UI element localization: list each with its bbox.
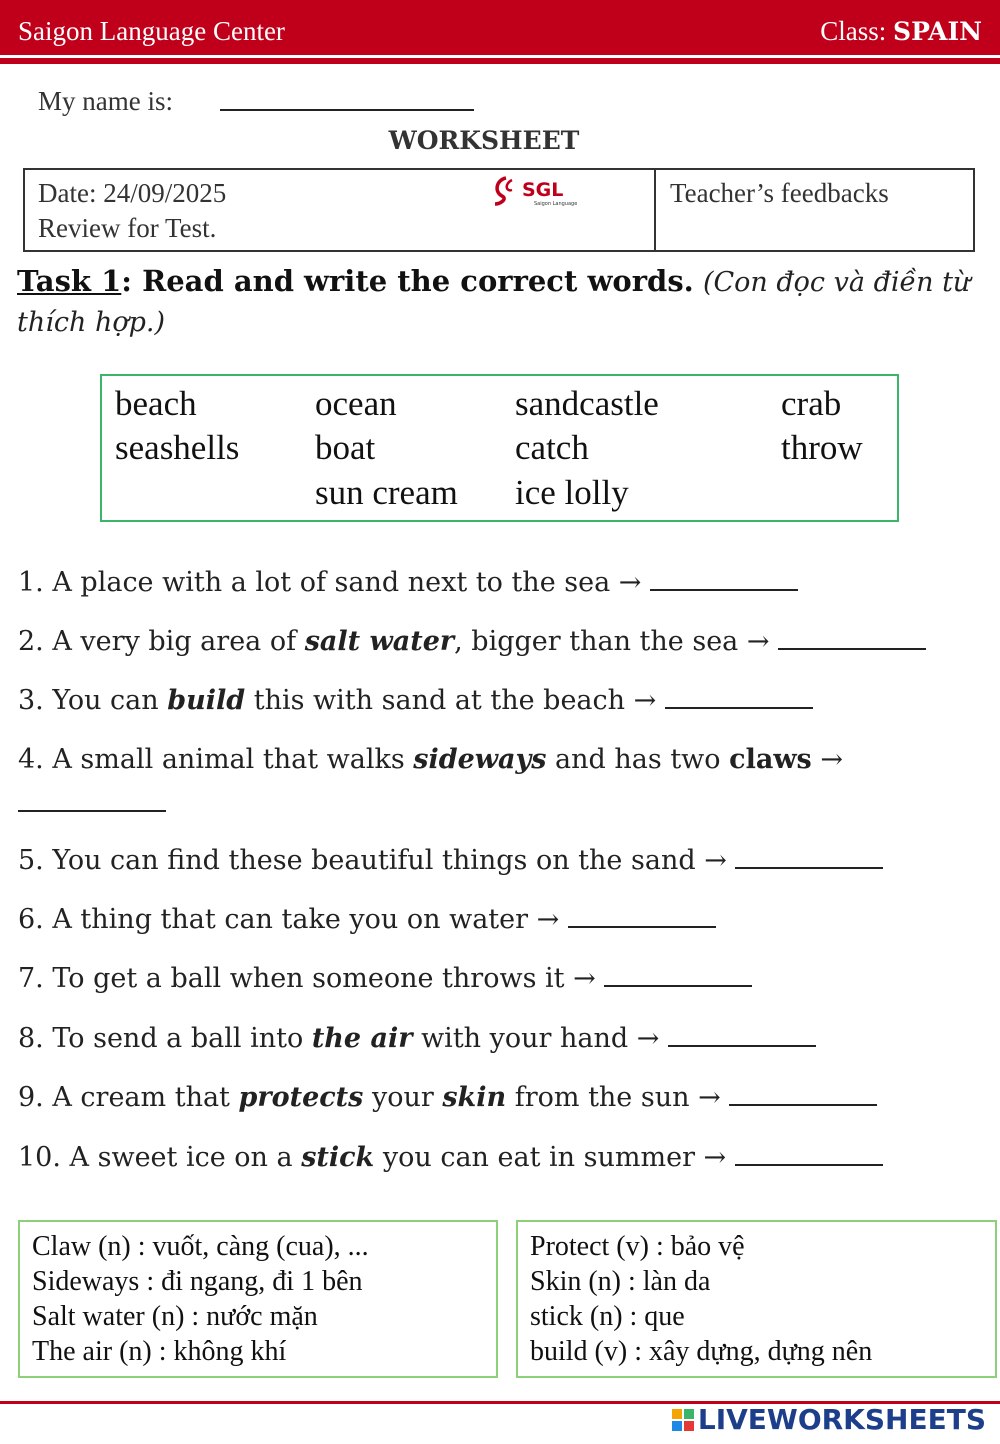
date-text: Date: 24/09/2025: [38, 178, 227, 208]
answer-blank[interactable]: [604, 985, 752, 987]
name-input-line[interactable]: [220, 109, 474, 111]
word-bank-item: sun cream: [315, 473, 458, 512]
answer-blank[interactable]: [668, 1045, 816, 1047]
logo-subtext: Saigon Language: [534, 201, 578, 207]
question-8: 8. To send a ball into the air with your hand →: [18, 1023, 816, 1054]
answer-blank[interactable]: [568, 926, 716, 928]
question-7: 7. To get a ball when someone throws it →: [18, 963, 752, 994]
logo-text: SGL: [522, 179, 564, 201]
word-bank-item: catch: [515, 428, 589, 467]
word-bank-item: ice lolly: [515, 473, 629, 512]
word-bank-item: crab: [781, 384, 842, 423]
word-bank-item: ocean: [315, 384, 397, 423]
answer-blank[interactable]: [778, 648, 926, 650]
answer-blank[interactable]: [665, 707, 813, 709]
glossary-item: stick (n) : que: [530, 1301, 685, 1332]
center-name: Saigon Language Center: [18, 16, 285, 46]
question-2: 2. A very big area of salt water, bigger than the sea →: [18, 626, 926, 657]
question-4-blank-line: [18, 788, 166, 819]
word-bank-item: beach: [115, 384, 197, 423]
teacher-feedback-label: Teacher’s feedbacks: [670, 178, 889, 208]
liveworksheets-text: LIVEWORKSHEETS: [697, 1403, 986, 1436]
info-box-divider: [654, 168, 656, 252]
header-underline: [0, 58, 1000, 64]
glossary-item: Sideways : đi ngang, đi 1 bên: [32, 1266, 363, 1297]
glossary-item: Claw (n) : vuốt, càng (cua), ...: [32, 1231, 369, 1262]
glossary-item: build (v) : xây dựng, dựng nên: [530, 1336, 873, 1367]
class-info: [820, 16, 982, 47]
liveworksheets-brand[interactable]: [672, 1403, 986, 1436]
answer-blank[interactable]: [729, 1104, 877, 1106]
task-label: Task 1: [17, 264, 122, 298]
task-translation: (Con đọc và điền từ thích hợp.): [17, 267, 971, 338]
class-value: SPAIN: [893, 17, 982, 46]
review-text: Review for Test.: [38, 213, 217, 243]
word-bank-item: throw: [781, 428, 863, 467]
sgl-logo-icon: [492, 174, 592, 208]
glossary-item: Protect (v) : bảo vệ: [530, 1231, 745, 1262]
liveworksheets-logo-icon: [672, 1409, 694, 1431]
worksheet-title: WORKSHEET: [388, 126, 580, 155]
question-4: 4. A small animal that walks sideways and has two claws →: [18, 744, 843, 775]
glossary-item: Salt water (n) : nước mặn: [32, 1301, 318, 1332]
answer-blank[interactable]: [735, 1164, 883, 1166]
question-1: 1. A place with a lot of sand next to the sea →: [18, 567, 798, 598]
word-bank-item: boat: [315, 428, 376, 467]
task-instruction: : Read and write the correct words.: [121, 264, 694, 298]
name-label: My name is:: [38, 86, 173, 116]
question-3: 3. You can build this with sand at the beach →: [18, 685, 813, 716]
question-10: 10. A sweet ice on a stick you can eat in summer →: [18, 1142, 883, 1173]
question-5: 5. You can find these beautiful things on the sand →: [18, 845, 883, 876]
word-bank-item: seashells: [115, 428, 240, 467]
glossary-item: Skin (n) : làn da: [530, 1266, 711, 1297]
answer-blank[interactable]: [18, 810, 166, 812]
glossary-item: The air (n) : không khí: [32, 1336, 287, 1367]
answer-blank[interactable]: [650, 589, 798, 591]
question-9: 9. A cream that protects your skin from the sun →: [18, 1082, 877, 1113]
class-label: Class:: [820, 16, 887, 46]
task-1-heading: [17, 262, 992, 342]
answer-blank[interactable]: [735, 867, 883, 869]
word-bank-item: sandcastle: [515, 384, 659, 423]
question-6: 6. A thing that can take you on water →: [18, 904, 716, 935]
